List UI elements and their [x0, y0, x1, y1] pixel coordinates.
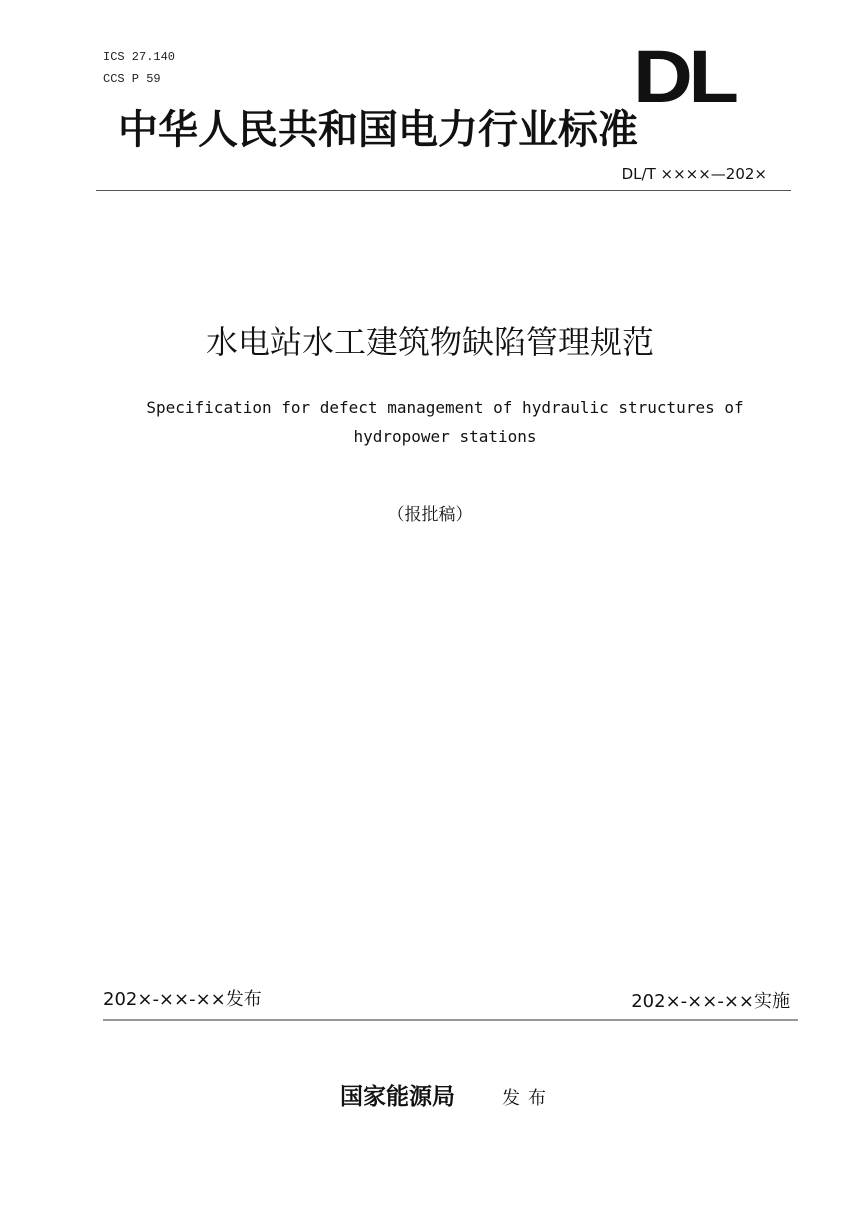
standard-number: DL/T ××××—202×	[621, 165, 767, 183]
footer-divider	[103, 1019, 798, 1021]
implementation-date: 202×-××-××实施	[631, 991, 790, 1012]
document-title-en: Specification for defect management of hydraulic structures of hydropower stations	[146, 398, 744, 446]
issue-label: 发布	[502, 1088, 554, 1109]
draft-status: （报批稿）	[387, 505, 473, 525]
ccs-code: CCS P 59	[103, 72, 161, 86]
dl-logo: DL	[633, 35, 735, 118]
issuing-authority: 国家能源局	[340, 1084, 455, 1110]
document-title-cn: 水电站水工建筑物缺陷管理规范	[205, 323, 654, 361]
ics-code: ICS 27.140	[103, 50, 176, 64]
issue-date: 202×-××-××发布	[103, 989, 262, 1010]
standard-category-title: 中华人民共和国电力行业标准	[118, 107, 638, 153]
header-divider	[96, 190, 791, 191]
